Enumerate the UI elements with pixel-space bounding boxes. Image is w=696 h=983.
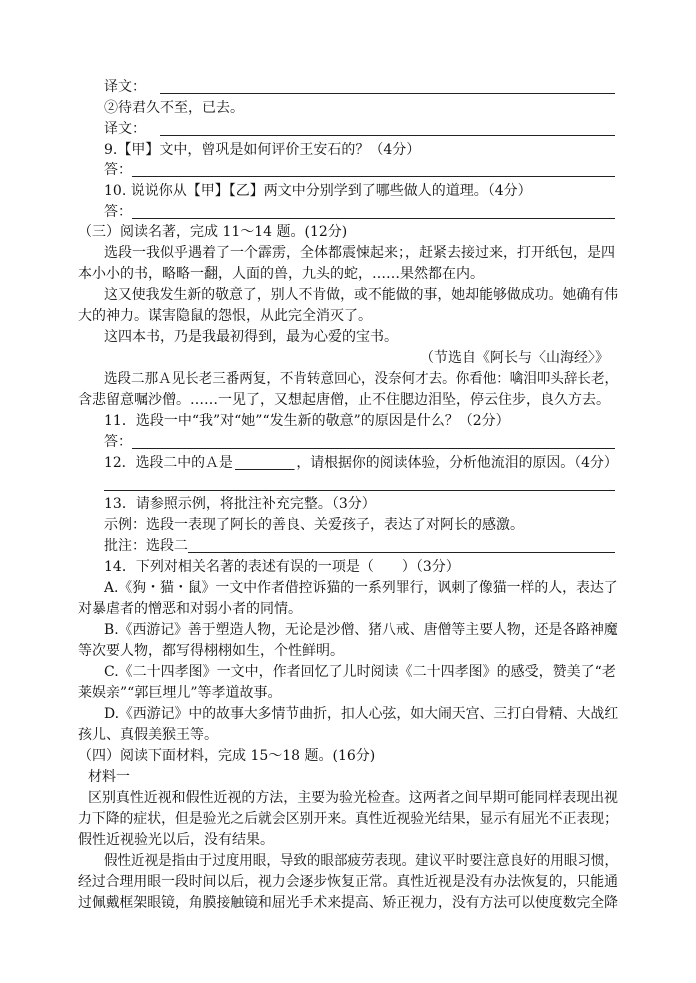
material-label: 材料一 <box>88 769 130 785</box>
option-a-cont: 对暴虐者的憎恶和对弱小者的同情。 <box>78 601 302 617</box>
question-13: 13．请参照示例，将批注补充完整。（3分） <box>104 496 376 512</box>
material-line: 假性近视验光以后，没有结果。 <box>78 832 274 848</box>
material-line: 力下降的症状，但是验光之后就会区别开来。真性近视验光结果，显示有屈光不正表现； <box>78 811 618 827</box>
material-line: 假性近视是指由于过度用眼，导致的眼部疲劳表现。建议平时要注意良好的用眼习惯， <box>104 853 619 869</box>
question-12 <box>104 453 618 473</box>
option-c: C.《二十四孝图》一文中，作者回忆了儿时阅读《二十四孝图》的感受，赞美了“老 <box>104 664 616 680</box>
source-note: （节选自《阿长与〈山海经〉》 <box>420 350 609 366</box>
passage-line: 大的神力。谋害隐鼠的怨恨，从此完全消灭了。 <box>78 308 372 324</box>
answer-label: 答： <box>104 162 132 178</box>
translation-label: 译文： <box>104 121 146 137</box>
annotation-label: 批注：选段二 <box>104 538 188 554</box>
answer-label: 答： <box>104 434 132 450</box>
translation-label: 译文： <box>104 79 146 95</box>
question-12-part1: 12．选段二中的Ａ是 <box>104 455 233 471</box>
option-b: B.《西游记》善于塑造人物，无论是沙僧、猪八戒、唐僧等主要人物，还是各路神魔 <box>104 622 618 638</box>
sentence-text: ②待君久不至，已去。 <box>104 100 244 116</box>
passage-line: 这四本书，乃是我最初得到，最为心爱的宝书。 <box>104 329 398 345</box>
section-heading: （三）阅读名著，完成 11～14 题。(12分) <box>78 224 348 240</box>
answer-blank[interactable] <box>132 176 615 177</box>
fill-in-blank[interactable] <box>235 455 295 470</box>
material-line: 区别真性近视和假性近视的方法，主要为验光检查。这两者之间早期可能同样表现出视 <box>88 790 618 806</box>
passage-line: 这又使我发生新的敬意了，别人不肯做，或不能做的事，她却能够做成功。她确有伟 <box>104 287 619 303</box>
material-line: 经过合理用眼一段时间以后，视力会逐步恢复正常。真性近视是没有办法恢复的，只能通 <box>78 874 618 890</box>
answer-blank[interactable] <box>188 552 615 553</box>
option-c-cont: 莱娱亲”“郭巨埋儿”等孝道故事。 <box>78 685 282 701</box>
question-11: 11．选段一中“我”对“她”“发生新的敬意”的原因是什么？（2分） <box>104 413 510 429</box>
option-d-cont: 孩儿、真假美猴王等。 <box>78 727 218 743</box>
material-line: 过佩戴框架眼镜，角膜接触镜和屈光手术来提高、矫正视力，没有方法可以使度数完全降 <box>78 895 618 911</box>
question-10: 10. 说说你从【甲】【乙】两文中分别学到了哪些做人的道理。（4分） <box>104 183 532 199</box>
option-d: D.《西游记》中的故事大多情节曲折，扣人心弦，如大闹天宫、三打白骨精、大战红 <box>104 706 619 722</box>
question-12-part2: ，请根据你的阅读体验，分析他流泪的原因。（4分） <box>296 455 618 471</box>
answer-label: 答： <box>104 204 132 220</box>
answer-blank[interactable] <box>160 93 615 94</box>
passage-line: 选段一我似乎遇着了一个霹雳，全体都震悚起来；，赶紧去接过来，打开纸包，是四 <box>104 245 615 261</box>
passage-line: 选段二那Ａ见长老三番两复，不肯转意回心，没奈何才去。你看他：噙泪叩头辞长老， <box>104 371 619 387</box>
question-14: 14．下列对相关名著的表述有误的一项是（ ）（3分） <box>104 559 460 575</box>
answer-blank[interactable] <box>104 490 615 491</box>
answer-blank[interactable] <box>160 135 615 136</box>
example-text: 示例：选段一表现了阿长的善良、关爱孩子，表达了对阿长的感激。 <box>104 517 524 533</box>
option-a: A.《狗・猫・鼠》一文中作者借控诉猫的一系列罪行，讽刺了像猫一样的人，表达了 <box>104 580 618 596</box>
passage-line: 本小小的书，略略一翻，人面的兽，九头的蛇，……果然都在内。 <box>78 266 484 282</box>
question-9: 9.【甲】文中，曾巩是如何评价王安石的？（4分） <box>104 142 421 158</box>
option-b-cont: 等次要人物，都写得栩栩如生，个性鲜明。 <box>78 643 344 659</box>
answer-blank[interactable] <box>132 448 615 449</box>
section-heading: （四）阅读下面材料，完成 15～18 题。(16分) <box>78 748 376 764</box>
passage-line: 含悲留意嘱沙僧。……一见了，又想起唐僧，止不住腮边泪坠，停云住步，良久方去。 <box>78 392 610 408</box>
answer-blank[interactable] <box>132 218 615 219</box>
